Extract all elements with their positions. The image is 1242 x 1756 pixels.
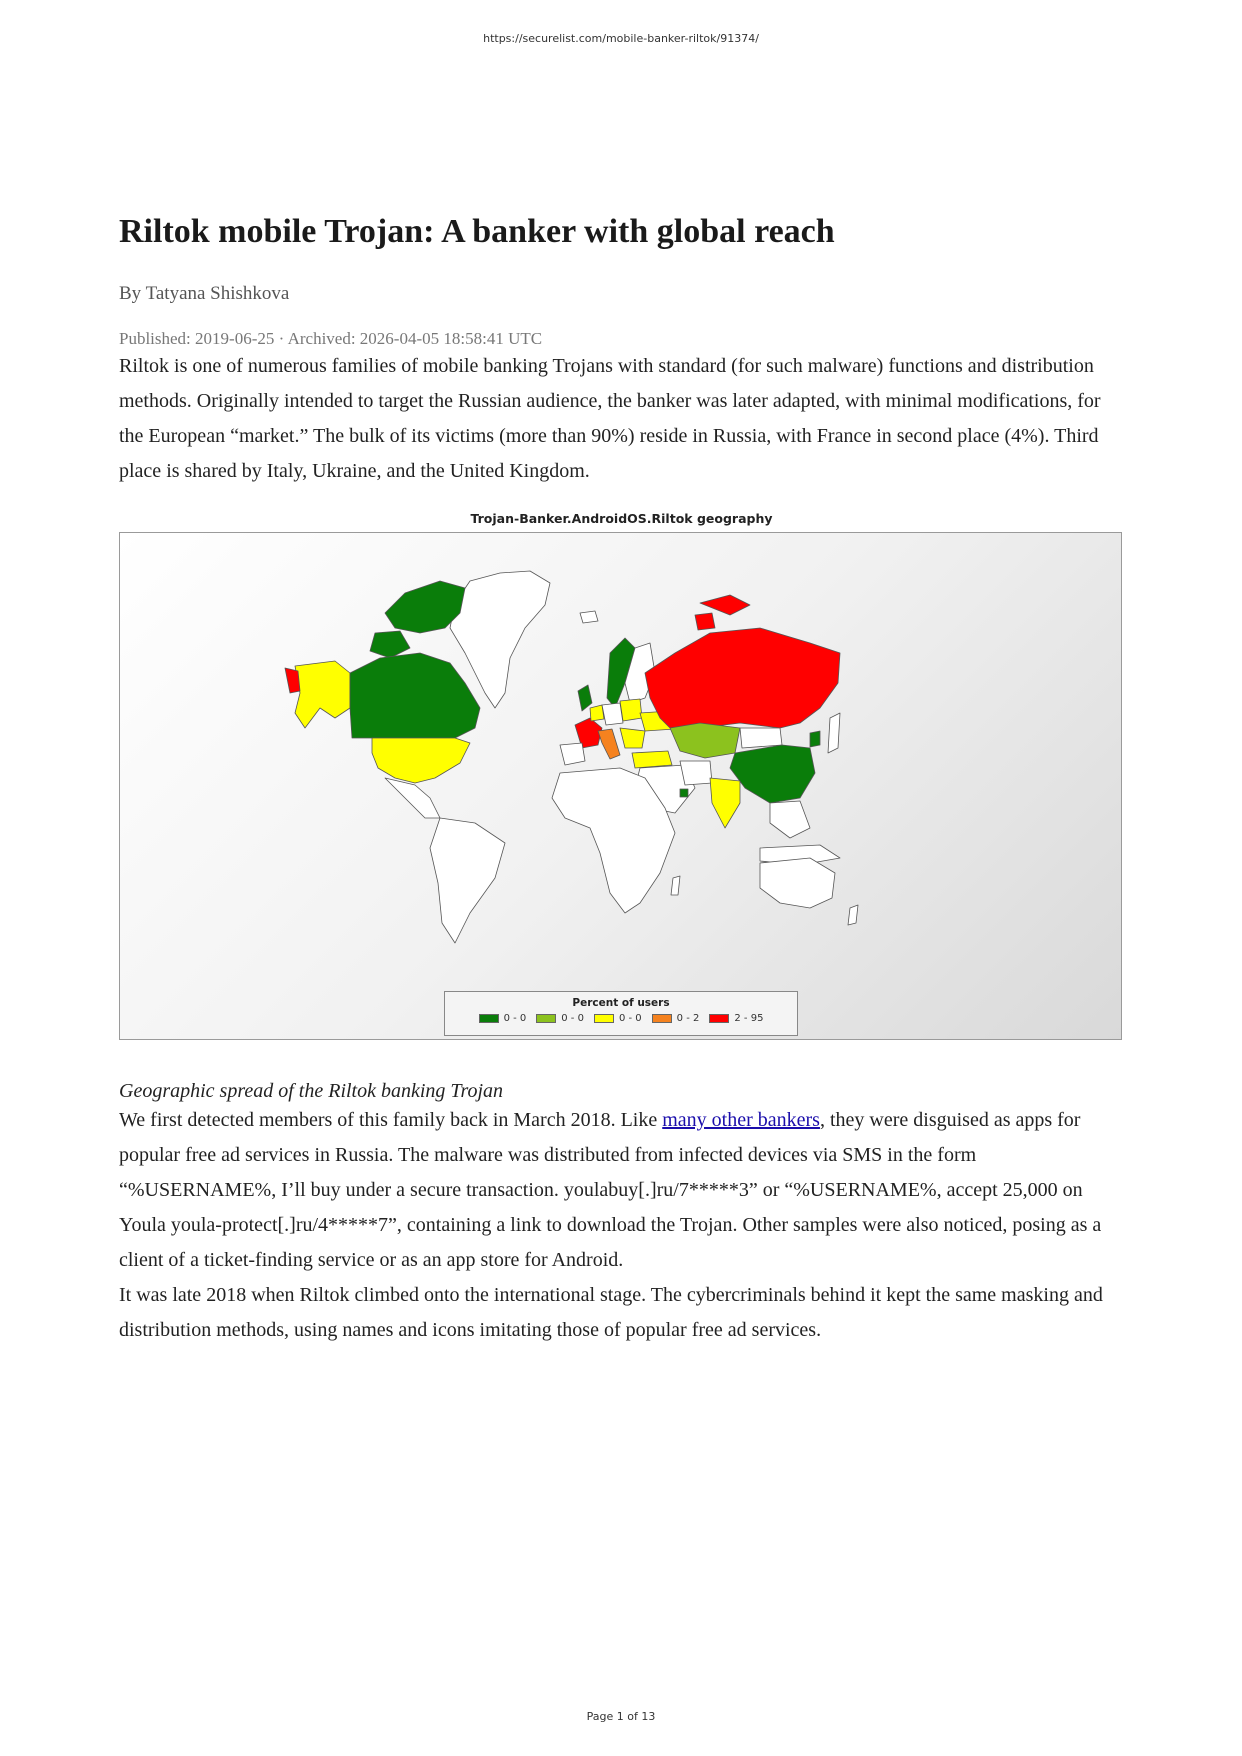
region-mongolia: [740, 728, 782, 748]
region-balkans: [620, 728, 645, 748]
paragraph-text: We first detected members of this family back in March 2018. Like: [119, 1108, 663, 1131]
region-russia-novaya: [695, 613, 715, 630]
region-india: [710, 778, 740, 828]
legend-swatch: [594, 1014, 614, 1023]
paragraph-text: , they were disguised as apps for popular free ad services in Russia. The malware was distributed from infected devices via SMS in the form “%USERNAME%, I’ll buy under a secure transaction. youlabuy[.]ru/7*****3” or “%USERNAME%, accept 25,000 on Youla youla-protect[.]ru/4*****7”, containing a link to download the Trojan. Other samples were also noticed, posing as a client of a ticket-finding service or as an app store for Android.: [119, 1108, 1102, 1271]
page-url: https://securelist.com/mobile-banker-riltok/91374/: [483, 32, 759, 45]
region-australia: [760, 858, 835, 908]
region-madagascar: [671, 876, 680, 895]
legend-item: [594, 1013, 642, 1024]
region-uk: [578, 685, 592, 711]
region-germany: [602, 703, 623, 725]
region-turkey: [632, 751, 672, 768]
region-alaska: [295, 661, 350, 728]
paragraph-detection: [119, 1103, 1124, 1278]
region-new-zealand: [848, 905, 858, 925]
region-japan: [828, 713, 840, 753]
region-russia-north-islands: [700, 595, 750, 615]
legend-swatch: [536, 1014, 556, 1023]
legend-items: [445, 1013, 797, 1024]
legend-swatch: [709, 1014, 729, 1023]
many-other-bankers-link[interactable]: many other bankers: [662, 1108, 820, 1131]
world-map: [119, 532, 1122, 1040]
legend-label: 0 - 0: [561, 1012, 584, 1024]
map-legend: [444, 991, 798, 1036]
legend-label: 0 - 0: [618, 1012, 642, 1024]
region-italy: [598, 729, 620, 759]
region-south-america: [430, 818, 505, 943]
region-canada: [350, 653, 480, 738]
article: [119, 212, 1124, 1348]
legend-title: Percent of users: [572, 996, 670, 1009]
region-korea: [810, 731, 820, 747]
legend-item: [536, 1013, 584, 1024]
article-byline: By Tatyana Shishkova: [119, 282, 290, 304]
figure: [119, 511, 1124, 1040]
region-kazakhstan: [670, 723, 740, 758]
legend-item: [709, 1013, 763, 1024]
paragraph-intro: Riltok is one of numerous families of mobile banking Trojans with standard (for such malware) functions and distribution methods. Originally intended to target the Russian audience, the banker was later adapted, with minimal modifications, for the European “market.” The bulk of its victims (more than 90%) reside in Russia, with France in second place (4%). Third place is shared by Italy, Ukraine, and the United Kingdom.: [119, 354, 1101, 482]
legend-swatch: [652, 1014, 672, 1023]
paragraph-international: It was late 2018 when Riltok climbed onto the international stage. The cybercriminals behind it kept the same masking and distribution methods, using names and icons imitating those of popular free ad services.: [119, 1283, 1103, 1341]
legend-label: 0 - 2: [676, 1012, 700, 1024]
region-usa: [372, 738, 470, 783]
region-benelux: [590, 705, 604, 721]
region-iceland: [580, 611, 598, 623]
region-uae: [680, 789, 688, 797]
region-chukotka-west: [285, 668, 300, 693]
page-number: Page 1 of 13: [586, 1710, 656, 1723]
region-southeast-asia: [770, 801, 810, 838]
region-russia: [645, 628, 840, 733]
legend-swatch: [479, 1014, 499, 1023]
article-title: Riltok mobile Trojan: A banker with global reach: [119, 213, 835, 250]
region-iran: [680, 761, 712, 785]
region-china: [730, 745, 815, 803]
figure-title: Trojan-Banker.AndroidOS.Riltok geography: [470, 510, 773, 526]
legend-label: 2 - 95: [734, 1012, 764, 1024]
region-canada-islands-2: [370, 631, 410, 658]
legend-item: [479, 1013, 527, 1024]
region-mexico: [385, 778, 440, 818]
world-map-svg: [120, 533, 1121, 1039]
figure-caption: Geographic spread of the Riltok banking Trojan: [119, 1079, 504, 1102]
legend-label: 0 - 0: [503, 1012, 527, 1024]
article-meta: Published: 2019-06-25 · Archived: 2026-04-05 18:58:41 UTC: [119, 328, 543, 348]
region-poland: [620, 699, 642, 721]
region-spain: [560, 743, 585, 765]
legend-item: [652, 1013, 700, 1024]
